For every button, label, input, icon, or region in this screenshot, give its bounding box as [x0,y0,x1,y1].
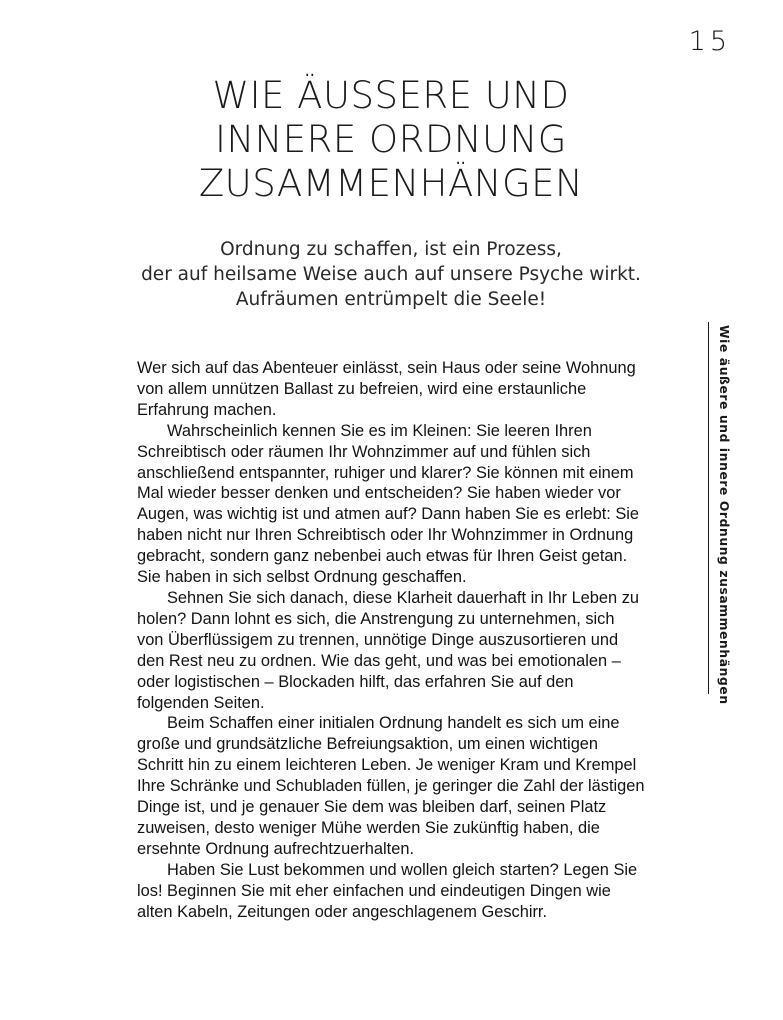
page-title [100,74,682,206]
subtitle-line: der auf heilsame Weise auch auf unsere Psyche wirkt. [141,264,641,285]
page-number: 15 [688,26,731,57]
subtitle-line: Aufräumen entrümpelt die Seele! [235,289,547,310]
subtitle-line: Ordnung zu schaffen, ist ein Prozess, [220,239,562,260]
body-text [137,358,645,922]
title-line: INNERE ORDNUNG [215,118,567,161]
title-line: WIE ÄUSSERE UND [212,74,570,117]
subtitle [120,237,662,312]
paragraph: Wahrscheinlich kennen Sie es im Kleinen: Sie leeren Ihren Schreibtisch oder räumen Ihr Wohnzimmer auf und fühlen sich anschließend entspannter, ruhiger und klarer? Sie können mit einem Mal wieder besser denken und entscheiden? Sie haben wieder vor Augen, was wichtig ist und atmen auf? Dann haben Sie es erlebt: Sie haben nicht nur Ihren Schreibtisch oder Ihr Wohnzimmer in Ordnung gebracht, sondern ganz nebenbei auch etwas für Ihren Geist getan. Sie haben in sich selbst Ordnung geschaffen. [137,421,640,587]
paragraph: Sehnen Sie sich danach, diese Klarheit dauerhaft in Ihr Leben zu holen? Dann lohnt es sich, die Anstrengung zu unternehmen, sich von Überflüssigem zu trennen, unnötige Dinge auszusortieren und den Rest neu zu ordnen. Wie das geht, und was bei emotionalen – oder logistischen – Blockaden hilft, das erfahren Sie auf den folgenden Seiten. [137,588,640,712]
paragraph: Wer sich auf das Abenteuer einlässt, sein Haus oder seine Wohnung von allem unnützen Ballast zu befreien, wird eine erstaunliche Erfahrung machen. [137,359,636,419]
paragraph: Beim Schaffen einer initialen Ordnung handelt es sich um eine große und grundsätzliche Befreiungsaktion, um einen wichtigen Schritt hin zu einem leichteren Leben. Je weniger Kram und Krempel Ihre Schränke und Schubladen füllen, je geringer die Zahl der lästigen Dinge ist, und je genauer Sie dem was bleiben darf, seinen Platz zuweisen, desto weniger Mühe werden Sie zukünftig haben, die ersehnte Ordnung aufrechtzuerhalten. [137,714,645,858]
side-divider [708,322,709,694]
running-header: Wie äußere und innere Ordnung zusammenhängen [717,325,731,705]
title-line: ZUSAMMENHÄNGEN [198,162,584,205]
paragraph: Haben Sie Lust bekommen und wollen gleich starten? Legen Sie los! Beginnen Sie mit eher einfachen und eindeutigen Dingen wie alten Kabeln, Zeitungen oder angeschlagenem Geschirr. [137,860,638,921]
